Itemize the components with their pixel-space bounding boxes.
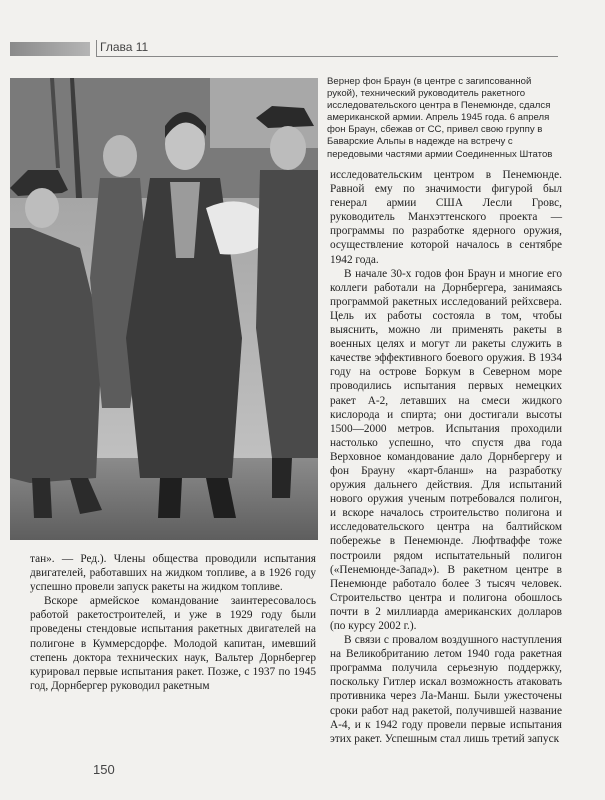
photo-caption: Вернер фон Браун (в центре с загипсованной рукой), технический руководитель ракетного исследовательского центра в Пенемюнде, сдался американской армии. Апрель 1945 года. 6 апреля фон Браун, сбежав от СС, привел свою группу в Баварские Альпы в надежде на встречу с передовыми частями армии Соединенных Штатов bbox=[327, 76, 553, 160]
left-column-text bbox=[30, 552, 316, 693]
historical-photo bbox=[10, 78, 318, 540]
chapter-label: Глава 11 bbox=[100, 40, 149, 54]
paragraph: Вскоре армейское командование заинтересовалось работой ракетостроителей, и уже в 1929 году были проведены стендовые испытания ракетных двигателей на полигоне в Куммерсдорфе. Молодой капитан, имевший степень доктора технических наук, Вальтер Дорнбергер курировал первые испытания ракет. Позже, с 1937 по 1945 год, Дорнбергер руководил ракетным bbox=[30, 595, 316, 692]
header-divider bbox=[96, 40, 97, 56]
paragraph: В связи с провалом воздушного наступления на Великобританию летом 1940 года ракетная программа получила серьезную поддержку, поскольку Гитлер искал возможность атаковать противника через Ла-Манш. Были ужесточены сроки работ над ракетой, получившей название А-4, и к 1942 году провели первые испытания этих ракет. Успешным стал лишь третий запуск bbox=[330, 634, 562, 745]
paragraph: В начале 30-х годов фон Браун и многие его коллеги работали на Дорнбергера, занимаясь программой ракетных исследований рейхсвера. Цель их работы состояла в том, чтобы выяснить, можно ли применять ракеты в военных целях и могут ли ракеты служить в качестве эффективного боевого оружия. В 1934 году на острове Боркум в Северном море проводились испытания первых немецких ракет А-2, летавших на смеси жидкого кислорода и спирта; они достигали высоты 1500—2000 метров. Испытания проходили настолько успешно, что спустя два года Верховное командование дало Дорнбергеру и фон Брауну «карт-бланш» на разработку оружия дальнего действия. Для испытаний нового оружия ученым потребовался полигон, и вскоре началось строительство полигона и исследовательского центра на балтийском побережье в Пенемюнде. Люфтваффе тоже построили рядом испытательный полигон («Пенемюнде-Запад»). В ракетном центре в Пенемюнде работало более 3 тысяч человек. Строительство центра и полигона обошлось почти в 2 миллиарда американских долларов (по курсу 2002 г.). bbox=[330, 267, 562, 632]
paragraph: исследовательским центром в Пенемюнде. Равной ему по значимости фигурой был генерал армии США Лесли Гровс, руководитель Манхэттенского проекта — программы по разработке ядерного оружия, осуществление которой началось в сентябре 1942 года. bbox=[330, 169, 562, 266]
header-rule bbox=[96, 56, 558, 57]
page-number: 150 bbox=[93, 762, 115, 777]
header-bar bbox=[10, 42, 90, 56]
paragraph: тан». — Ред.). Члены общества проводили испытания двигателей, работавших на жидком топливе, а в 1926 году успешно провели запуск ракеты на жидком топливе. bbox=[30, 553, 316, 594]
right-column-text bbox=[330, 168, 562, 746]
